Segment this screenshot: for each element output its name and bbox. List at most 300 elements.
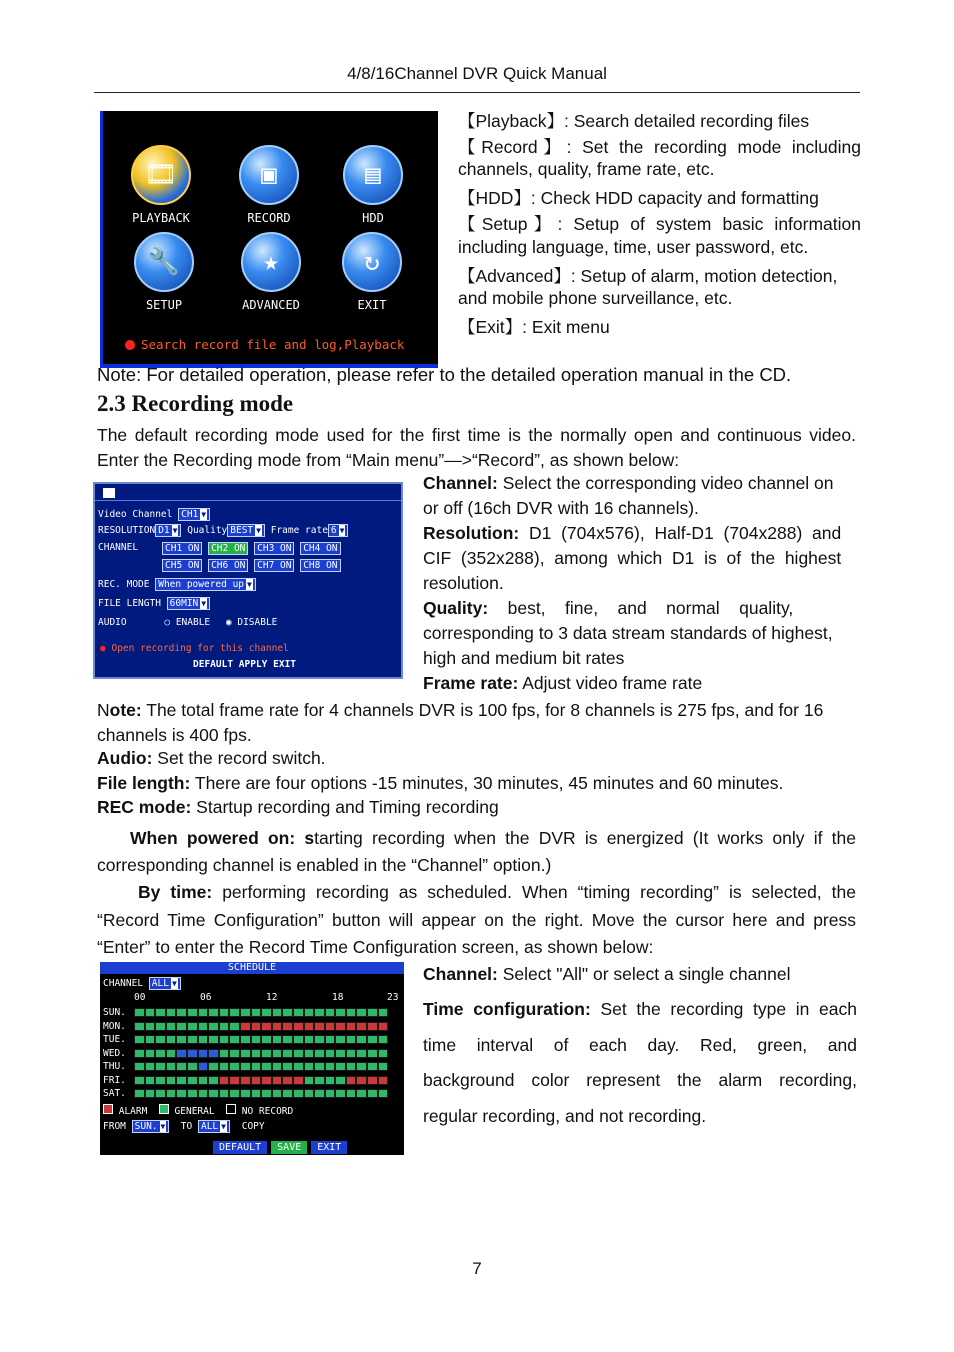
disable-option: DISABLE [237,617,278,628]
schedule-cell[interactable] [240,1076,251,1085]
schedule-cell[interactable] [261,1062,272,1071]
schedule-cell[interactable] [251,1008,262,1017]
schedule-cell[interactable] [378,1049,389,1058]
schedule-cell[interactable] [282,1049,293,1058]
day-label: SUN. [103,1007,126,1018]
day-label: FRI. [103,1074,126,1086]
menu-item-label: EXIT [357,298,387,312]
disk-icon: ▤ [343,145,403,205]
schedule-cell[interactable] [251,1062,262,1071]
schedule-cell[interactable] [219,1049,230,1058]
chevron-down-icon: ▼ [201,510,207,519]
film-icon: 🎞 [131,145,191,205]
note-term: File length: [97,773,191,793]
note-text: Startup recording and Timing recording [191,797,499,817]
schedule-cell[interactable] [346,1022,357,1031]
schedule-cell[interactable] [251,1049,262,1058]
schedule-cell[interactable] [272,1089,283,1098]
schedule-cell[interactable] [367,1022,378,1031]
schedule-cell[interactable] [134,1089,145,1098]
legend-label: GENERAL [174,1106,215,1117]
schedule-cell[interactable] [155,1049,166,1058]
schedule-cell[interactable] [208,1089,219,1098]
record-status-bar [100,643,289,654]
schedule-cell[interactable] [356,1008,367,1017]
record-desc-line [423,623,857,644]
field-label: CHANNEL [103,978,144,989]
schedule-cell[interactable] [314,1049,325,1058]
schedule-cell[interactable] [314,1035,325,1044]
schedule-cell[interactable] [293,1089,304,1098]
schedule-cell[interactable] [346,1062,357,1071]
audio-note [97,748,856,769]
schedule-cell[interactable] [367,1035,378,1044]
field-label: RESOLUTION [98,525,156,536]
hdd-menu-item [318,145,428,225]
schedule-cell[interactable] [219,1008,230,1017]
schedule-cell[interactable] [325,1035,336,1044]
schedule-cell[interactable] [219,1076,230,1085]
quality-select[interactable] [227,524,265,537]
file-length-note [97,773,856,794]
schedule-cell[interactable] [198,1022,209,1031]
schedule-cell[interactable] [198,1008,209,1017]
file-length-select[interactable] [167,597,210,610]
desc-text: time interval of each day. Red, green, and [423,1035,857,1055]
schedule-cell[interactable] [134,1022,145,1031]
channel-toggle[interactable] [300,542,340,555]
radio-empty-icon[interactable]: ○ [164,617,171,628]
channel-toggle[interactable] [162,542,202,555]
schedule-cell[interactable] [176,1035,187,1044]
schedule-cell[interactable] [367,1062,378,1071]
rec-mode-select[interactable] [155,578,256,591]
chevron-down-icon: ▼ [160,1122,166,1131]
channel-toggle[interactable] [208,559,248,572]
schedule-cell[interactable] [176,1008,187,1017]
schedule-cell[interactable] [314,1076,325,1085]
schedule-cell[interactable] [346,1076,357,1085]
schedule-cell[interactable] [378,1008,389,1017]
schedule-cell[interactable] [335,1089,346,1098]
menu-item-label: ADVANCED [242,298,300,312]
schedule-row[interactable] [134,1062,388,1071]
schedule-cell[interactable] [314,1062,325,1071]
schedule-cell[interactable] [293,1076,304,1085]
channel-toggle[interactable] [162,559,202,572]
schedule-cell[interactable] [208,1076,219,1085]
schedule-cell[interactable] [187,1035,198,1044]
schedule-cell[interactable] [155,1089,166,1098]
select-value: CH7 ON [257,560,292,571]
schedule-cell[interactable] [282,1022,293,1031]
schedule-cell[interactable] [166,1035,177,1044]
schedule-cell[interactable] [282,1062,293,1071]
schedule-cell[interactable] [155,1035,166,1044]
schedule-cell[interactable] [325,1062,336,1071]
desc-text: D1 (704x576), Half-D1 (704x288) and [519,523,842,543]
field-label: TO [180,1121,193,1132]
schedule-cell[interactable] [240,1089,251,1098]
schedule-cell[interactable] [304,1008,315,1017]
day-label: WED. [103,1047,126,1059]
menu-desc-line: 【Exit】: Exit menu [458,317,610,337]
channel-toggle[interactable] [300,559,340,572]
schedule-row[interactable] [134,1008,388,1017]
schedule-cell[interactable] [251,1089,262,1098]
schedule-cell[interactable] [272,1008,283,1017]
schedule-cell[interactable] [367,1076,378,1085]
schedule-cell[interactable] [325,1076,336,1085]
alarm-swatch-icon[interactable] [103,1104,113,1114]
schedule-cell[interactable] [134,1062,145,1071]
schedule-channel-desc [423,964,857,985]
schedule-cell[interactable] [198,1049,209,1058]
legend-label: ALARM [118,1106,148,1117]
schedule-cell[interactable] [166,1022,177,1031]
day-label: MON. [103,1020,126,1032]
record-desc-line [423,598,857,619]
schedule-cell[interactable] [304,1076,315,1085]
schedule-cell[interactable] [219,1089,230,1098]
schedule-cell[interactable] [272,1035,283,1044]
schedule-cell[interactable] [304,1062,315,1071]
field-label: FROM [103,1121,126,1132]
schedule-row[interactable] [134,1076,388,1085]
menu-desc-line: including language, time, user password, etc. [458,237,809,257]
schedule-cell[interactable] [346,1049,357,1058]
select-value: CH1 ON [165,543,200,554]
channel-toggle[interactable] [208,542,248,555]
schedule-cell[interactable] [229,1049,240,1058]
schedule-cell[interactable] [134,1049,145,1058]
schedule-cell[interactable] [314,1022,325,1031]
menu-item-label: HDD [362,211,384,225]
schedule-cell[interactable] [229,1089,240,1098]
schedule-cell[interactable] [293,1049,304,1058]
no-record-swatch-icon[interactable] [226,1104,236,1114]
schedule-cell[interactable] [378,1076,389,1085]
schedule-cell[interactable] [187,1062,198,1071]
select-value: D1 [158,525,170,536]
video-channel-select[interactable] [178,508,210,521]
schedule-cell[interactable] [145,1008,156,1017]
schedule-cell[interactable] [208,1062,219,1071]
legend-label: NO RECORD [241,1106,294,1117]
select-value: CH4 ON [303,543,338,554]
schedule-cell[interactable] [335,1062,346,1071]
schedule-cell[interactable] [356,1049,367,1058]
menu-item-label: SETUP [145,298,183,312]
schedule-cell[interactable] [378,1089,389,1098]
schedule-cell[interactable] [208,1008,219,1017]
schedule-cell[interactable] [282,1008,293,1017]
schedule-cell[interactable] [261,1089,272,1098]
desc-text: or off (16ch DVR with 16 channels). [423,498,699,518]
schedule-cell[interactable] [166,1062,177,1071]
schedule-cell[interactable] [261,1022,272,1031]
schedule-cell[interactable] [261,1076,272,1085]
schedule-cell[interactable] [325,1008,336,1017]
schedule-cell[interactable] [240,1022,251,1031]
schedule-cell[interactable] [282,1035,293,1044]
schedule-cell[interactable] [198,1062,209,1071]
select-value: SUN. [134,1121,158,1132]
schedule-cell[interactable] [187,1008,198,1017]
schedule-cell[interactable] [145,1062,156,1071]
schedule-cell[interactable] [145,1022,156,1031]
schedule-row[interactable] [134,1049,388,1058]
schedule-cell[interactable] [356,1022,367,1031]
schedule-cell[interactable] [261,1049,272,1058]
schedule-cell[interactable] [229,1062,240,1071]
schedule-cell[interactable] [240,1062,251,1071]
schedule-cell[interactable] [314,1089,325,1098]
schedule-screenshot [100,962,404,1155]
schedule-cell[interactable] [378,1022,389,1031]
schedule-cell[interactable] [367,1049,378,1058]
chevron-down-icon: ▼ [171,979,177,988]
schedule-cell[interactable] [293,1022,304,1031]
channel-row-2 [162,559,341,572]
schedule-cell[interactable] [176,1022,187,1031]
schedule-cell[interactable] [251,1076,262,1085]
general-swatch-icon[interactable] [159,1104,169,1114]
file-length-row [98,597,210,610]
schedule-cell[interactable] [325,1049,336,1058]
select-value: BEST [230,525,254,536]
schedule-cell[interactable] [272,1049,283,1058]
schedule-cell[interactable] [187,1022,198,1031]
schedule-channel-select[interactable] [149,977,181,990]
desc-term: Channel: [423,473,498,493]
schedule-row[interactable] [134,1022,388,1031]
record-settings-screenshot [93,482,403,679]
schedule-cell[interactable] [282,1076,293,1085]
schedule-cell[interactable] [304,1022,315,1031]
record-buttons [193,659,296,670]
exit-button[interactable]: EXIT [273,659,297,670]
channel-toggle[interactable] [254,542,294,555]
schedule-cell[interactable] [176,1076,187,1085]
time-config-line [423,1035,857,1056]
time-config-line [423,1106,857,1127]
schedule-cell[interactable] [145,1035,156,1044]
schedule-cell[interactable] [208,1022,219,1031]
schedule-cell[interactable] [134,1008,145,1017]
schedule-cell[interactable] [155,1008,166,1017]
schedule-cell[interactable] [293,1062,304,1071]
schedule-channel-row [103,977,181,990]
desc-text: Set the recording type in each [590,999,858,1019]
schedule-cell[interactable] [314,1008,325,1017]
schedule-cell[interactable] [166,1049,177,1058]
schedule-cell[interactable] [251,1022,262,1031]
schedule-cell[interactable] [272,1022,283,1031]
select-value: CH8 ON [303,560,338,571]
day-label: SAT. [103,1088,126,1099]
schedule-cell[interactable] [335,1022,346,1031]
schedule-cell[interactable] [378,1062,389,1071]
record-desc-line [423,523,857,544]
note-term: By time: [138,882,213,902]
save-button[interactable]: SAVE [271,1141,307,1154]
powered-on-note [97,825,856,879]
schedule-cell[interactable] [261,1035,272,1044]
schedule-cell[interactable] [155,1022,166,1031]
schedule-cell[interactable] [356,1035,367,1044]
schedule-cell[interactable] [187,1049,198,1058]
field-label: Quality [187,525,228,536]
schedule-cell[interactable] [187,1076,198,1085]
schedule-cell[interactable] [335,1008,346,1017]
field-label: Video Channel [98,509,173,520]
frame-rate-select[interactable] [328,524,349,537]
schedule-cell[interactable] [208,1035,219,1044]
time-config-line [423,1070,857,1091]
schedule-cell[interactable] [198,1089,209,1098]
schedule-cell[interactable] [145,1089,156,1098]
schedule-cell[interactable] [282,1089,293,1098]
default-button[interactable]: DEFAULT [213,1141,267,1154]
schedule-cell[interactable] [367,1008,378,1017]
schedule-cell[interactable] [325,1022,336,1031]
schedule-cell[interactable] [335,1076,346,1085]
schedule-cell[interactable] [134,1076,145,1085]
schedule-cell[interactable] [219,1035,230,1044]
schedule-cell[interactable] [356,1062,367,1071]
copy-button[interactable]: COPY [241,1121,265,1132]
schedule-cell[interactable] [155,1076,166,1085]
desc-text: high and medium bit rates [423,648,625,668]
exit-button[interactable]: EXIT [311,1141,347,1154]
select-value: CH3 ON [257,543,292,554]
schedule-cell[interactable] [208,1049,219,1058]
audio-row [98,617,277,628]
chevron-down-icon: ▼ [172,526,178,535]
channel-row-1 [162,542,341,555]
schedule-cell[interactable] [240,1008,251,1017]
radio-selected-icon[interactable]: ◉ [225,617,232,628]
channel-toggle[interactable] [254,559,294,572]
hour-tick: 00 [134,992,146,1003]
desc-term: Time configuration: [423,999,591,1019]
schedule-cell[interactable] [145,1076,156,1085]
select-value: 6 [330,525,337,536]
schedule-cell[interactable] [293,1035,304,1044]
schedule-cell[interactable] [367,1089,378,1098]
note-term: When powered on: s [130,828,315,848]
schedule-cell[interactable] [176,1062,187,1071]
schedule-cell[interactable] [198,1076,209,1085]
record-desc-line [423,648,857,669]
default-button[interactable]: DEFAULT [193,659,234,670]
schedule-cell[interactable] [176,1049,187,1058]
menu-status-text: Search record file and log,Playback [141,337,405,352]
schedule-cell[interactable] [166,1089,177,1098]
schedule-cell[interactable] [166,1008,177,1017]
schedule-cell[interactable] [155,1062,166,1071]
day-label: THU. [103,1061,126,1072]
schedule-cell[interactable] [176,1089,187,1098]
schedule-row[interactable] [134,1035,388,1044]
record-desc-line [423,473,857,494]
schedule-cell[interactable] [304,1035,315,1044]
main-menu-screenshot [100,111,438,368]
desc-text: Select the corresponding video channel on [497,473,834,493]
schedule-cell[interactable] [134,1035,145,1044]
record-desc-line [423,498,857,519]
schedule-cell[interactable] [346,1008,357,1017]
apply-button[interactable]: APPLY [238,659,268,670]
schedule-title: SCHEDULE [100,962,404,974]
schedule-cell[interactable] [356,1089,367,1098]
schedule-cell[interactable] [229,1076,240,1085]
schedule-cell[interactable] [187,1089,198,1098]
schedule-cell[interactable] [219,1062,230,1071]
advanced-icon: ★ [241,232,301,292]
select-value: ALL [151,978,169,989]
note-text: Set the record switch. [152,748,326,768]
schedule-cell[interactable] [346,1035,357,1044]
note-term: REC mode: [97,797,192,817]
schedule-cell[interactable] [378,1035,389,1044]
desc-term: Quality: [423,598,489,618]
from-day-select[interactable] [132,1120,170,1133]
schedule-cell[interactable] [261,1008,272,1017]
advanced-menu-item [216,232,326,312]
chevron-down-icon: ▼ [221,1122,226,1131]
schedule-cell[interactable] [272,1076,283,1085]
desc-term: Resolution: [423,523,520,543]
schedule-cell[interactable] [272,1062,283,1071]
copy-row [103,1120,265,1133]
field-label: AUDIO [98,617,127,628]
select-value: When powered up [158,579,245,590]
schedule-cell[interactable] [229,1022,240,1031]
schedule-row[interactable] [134,1089,388,1098]
divider [95,500,401,501]
chevron-down-icon: ▼ [201,599,207,608]
field-label: FILE LENGTH [98,598,161,609]
schedule-cell[interactable] [335,1049,346,1058]
schedule-cell[interactable] [346,1089,357,1098]
schedule-cell[interactable] [166,1076,177,1085]
schedule-cell[interactable] [356,1076,367,1085]
schedule-cell[interactable] [240,1035,251,1044]
schedule-cell[interactable] [240,1049,251,1058]
select-value: 60MIN [169,598,199,609]
schedule-cell[interactable] [325,1089,336,1098]
schedule-cell[interactable] [229,1035,240,1044]
schedule-cell[interactable] [198,1035,209,1044]
schedule-cell[interactable] [304,1089,315,1098]
select-value: CH5 ON [165,560,200,571]
menu-desc-line: 【HDD】: Check HDD capacity and formatting [458,188,819,208]
schedule-cell[interactable] [293,1008,304,1017]
to-day-select[interactable] [198,1120,230,1133]
schedule-cell[interactable] [145,1049,156,1058]
schedule-cell[interactable] [229,1008,240,1017]
resolution-select[interactable] [155,524,181,537]
video-channel-row [98,508,210,521]
schedule-cell[interactable] [251,1035,262,1044]
schedule-cell[interactable] [335,1035,346,1044]
schedule-cell[interactable] [304,1049,315,1058]
schedule-cell[interactable] [219,1022,230,1031]
channel-label: CHANNEL [98,542,139,553]
desc-text: Select "All" or select a single channel [497,964,791,984]
